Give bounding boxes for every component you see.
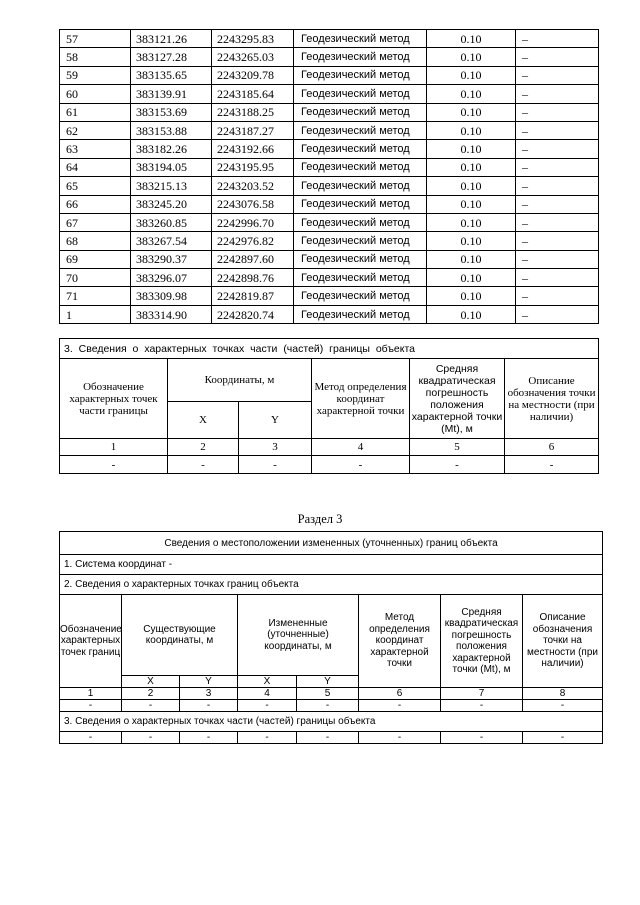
table-row <box>60 103 599 121</box>
table-row <box>60 121 599 139</box>
table-cell: - <box>180 700 238 712</box>
cell-x: 383245.20 <box>131 195 212 213</box>
cell-y: 2242996.70 <box>212 213 294 231</box>
column-number: 1 <box>60 439 168 456</box>
cell-x: 383121.26 <box>131 30 212 48</box>
table-row <box>60 250 599 268</box>
table-row <box>60 140 599 158</box>
cell-n: 68 <box>60 232 131 250</box>
cell-e: 0.10 <box>427 195 516 213</box>
cell-n: 1 <box>60 305 131 323</box>
table-cell: - <box>122 700 180 712</box>
cell-x: 383215.13 <box>131 177 212 195</box>
s3-parts-title: 3. Сведения о характерных точках части (частей) границы объекта <box>60 712 603 732</box>
cell-e: 0.10 <box>427 85 516 103</box>
cell-m: Геодезический метод <box>294 305 427 323</box>
column-number: 6 <box>359 688 441 700</box>
cell-x: 383139.91 <box>131 85 212 103</box>
cell-x: 383267.54 <box>131 232 212 250</box>
column-number: 5 <box>410 439 505 456</box>
table-cell: - <box>410 456 505 474</box>
table-row <box>60 158 599 176</box>
cell-d: – <box>516 30 599 48</box>
cell-y: 2243076.58 <box>212 195 294 213</box>
cell-n: 70 <box>60 269 131 287</box>
column-number: 3 <box>239 439 312 456</box>
table-cell: - <box>60 732 122 744</box>
table-cell: - <box>312 456 410 474</box>
section3-title: Сведения о местоположении измененных (уточненных) границ объекта <box>60 532 603 555</box>
table-row <box>60 305 599 323</box>
column-number: 1 <box>60 688 122 700</box>
table-cell: - <box>359 700 441 712</box>
table-row <box>60 85 599 103</box>
cell-m: Геодезический метод <box>294 213 427 231</box>
table-cell: - <box>122 732 180 744</box>
cell-m: Геодезический метод <box>294 195 427 213</box>
table-row <box>60 269 599 287</box>
column-number: 3 <box>180 688 238 700</box>
s3-existing-y: Y <box>180 676 238 688</box>
cell-n: 64 <box>60 158 131 176</box>
table-cell: - <box>238 700 297 712</box>
cell-d: – <box>516 121 599 139</box>
table-cell: - <box>168 456 239 474</box>
cell-x: 383182.26 <box>131 140 212 158</box>
header-designation: Обозначение характерных точек части границы <box>60 359 168 439</box>
cell-x: 383153.88 <box>131 121 212 139</box>
cell-n: 58 <box>60 48 131 66</box>
s3-changed-x: X <box>238 676 297 688</box>
header-coords: Координаты, м <box>168 359 312 402</box>
cell-m: Геодезический метод <box>294 140 427 158</box>
cell-y: 2243295.83 <box>212 30 294 48</box>
cell-x: 383290.37 <box>131 250 212 268</box>
cell-m: Геодезический метод <box>294 158 427 176</box>
cell-d: – <box>516 250 599 268</box>
column-number: 4 <box>312 439 410 456</box>
table-cell: - <box>238 732 297 744</box>
cell-e: 0.10 <box>427 269 516 287</box>
cell-n: 57 <box>60 30 131 48</box>
s3-existing-x: X <box>122 676 180 688</box>
cell-m: Геодезический метод <box>294 66 427 84</box>
table-row <box>60 213 599 231</box>
cell-d: – <box>516 48 599 66</box>
cell-m: Геодезический метод <box>294 177 427 195</box>
table-row <box>60 177 599 195</box>
cell-x: 383260.85 <box>131 213 212 231</box>
table-row <box>60 30 599 48</box>
column-number: 7 <box>441 688 523 700</box>
cell-n: 69 <box>60 250 131 268</box>
cell-m: Геодезический метод <box>294 232 427 250</box>
cell-d: – <box>516 305 599 323</box>
table-row <box>60 66 599 84</box>
cell-m: Геодезический метод <box>294 269 427 287</box>
column-number: 6 <box>505 439 599 456</box>
column-number: 8 <box>523 688 603 700</box>
cell-e: 0.10 <box>427 48 516 66</box>
points-title: 2. Сведения о характерных точках границ объекта <box>60 575 603 595</box>
cell-y: 2242976.82 <box>212 232 294 250</box>
cell-d: – <box>516 158 599 176</box>
cell-n: 60 <box>60 85 131 103</box>
table-cell: - <box>441 732 523 744</box>
cell-y: 2243203.52 <box>212 177 294 195</box>
cell-e: 0.10 <box>427 158 516 176</box>
cell-d: – <box>516 213 599 231</box>
cell-d: – <box>516 140 599 158</box>
table-cell: - <box>505 456 599 474</box>
header-method: Метод определения координат характерной точки <box>312 359 410 439</box>
cell-x: 383296.07 <box>131 269 212 287</box>
cell-n: 71 <box>60 287 131 305</box>
cell-e: 0.10 <box>427 232 516 250</box>
s3-header-description: Описание обозначения точки на местности (при наличии) <box>523 595 603 688</box>
cell-y: 2243188.25 <box>212 103 294 121</box>
cell-y: 2242898.76 <box>212 269 294 287</box>
cell-y: 2243195.95 <box>212 158 294 176</box>
s3-changed-y: Y <box>297 676 359 688</box>
cell-e: 0.10 <box>427 287 516 305</box>
s3-header-error: Средняя квадратическая погрешность положения характерной точки (Mt), м <box>441 595 523 688</box>
cell-e: 0.10 <box>427 177 516 195</box>
section-heading: Раздел 3 <box>297 512 343 526</box>
cell-e: 0.10 <box>427 121 516 139</box>
table-cell: - <box>359 732 441 744</box>
s3-header-designation: Обозначение характерных точек границ <box>60 595 122 688</box>
cell-n: 66 <box>60 195 131 213</box>
cell-n: 62 <box>60 121 131 139</box>
table-row <box>60 195 599 213</box>
cell-e: 0.10 <box>427 66 516 84</box>
cell-e: 0.10 <box>427 213 516 231</box>
cell-d: – <box>516 177 599 195</box>
cell-e: 0.10 <box>427 140 516 158</box>
cell-y: 2242897.60 <box>212 250 294 268</box>
cell-y: 2243209.78 <box>212 66 294 84</box>
part-points-title: 3. Сведения о характерных точках части (частей) границы объекта <box>60 339 599 359</box>
cell-d: – <box>516 269 599 287</box>
cell-x: 383135.65 <box>131 66 212 84</box>
header-y: Y <box>239 402 312 439</box>
cell-n: 61 <box>60 103 131 121</box>
cell-m: Геодезический метод <box>294 48 427 66</box>
part-points-table <box>59 338 599 474</box>
coord-system: 1. Система координат - <box>60 555 603 575</box>
table-cell: - <box>523 732 603 744</box>
cell-n: 65 <box>60 177 131 195</box>
cell-m: Геодезический метод <box>294 250 427 268</box>
cell-x: 383127.28 <box>131 48 212 66</box>
cell-y: 2242819.87 <box>212 287 294 305</box>
table-row <box>60 287 599 305</box>
column-number: 5 <box>297 688 359 700</box>
cell-m: Геодезический метод <box>294 85 427 103</box>
column-number: 4 <box>238 688 297 700</box>
cell-m: Геодезический метод <box>294 30 427 48</box>
cell-e: 0.10 <box>427 103 516 121</box>
cell-m: Геодезический метод <box>294 287 427 305</box>
table-cell: - <box>180 732 238 744</box>
cell-y: 2243265.03 <box>212 48 294 66</box>
s3-header-existing: Существующие координаты, м <box>122 595 238 676</box>
coordinates-table <box>59 29 599 324</box>
cell-y: 2242820.74 <box>212 305 294 323</box>
cell-x: 383314.90 <box>131 305 212 323</box>
cell-y: 2243187.27 <box>212 121 294 139</box>
header-description: Описание обозначения точки на местности (при наличии) <box>505 359 599 439</box>
header-x: X <box>168 402 239 439</box>
cell-d: – <box>516 85 599 103</box>
cell-m: Геодезический метод <box>294 121 427 139</box>
cell-e: 0.10 <box>427 250 516 268</box>
table-cell: - <box>60 456 168 474</box>
changed-boundaries-table <box>59 531 603 744</box>
s3-header-method: Метод определения координат характерной точки <box>359 595 441 688</box>
table-cell: - <box>297 732 359 744</box>
cell-y: 2243185.64 <box>212 85 294 103</box>
cell-d: – <box>516 66 599 84</box>
table-cell: - <box>239 456 312 474</box>
cell-d: – <box>516 103 599 121</box>
cell-x: 383194.05 <box>131 158 212 176</box>
table-row <box>60 232 599 250</box>
header-error: Средняя квадратическая погрешность положения характерной точки (Mt), м <box>410 359 505 439</box>
cell-x: 383153.69 <box>131 103 212 121</box>
cell-e: 0.10 <box>427 305 516 323</box>
cell-n: 67 <box>60 213 131 231</box>
cell-e: 0.10 <box>427 30 516 48</box>
cell-m: Геодезический метод <box>294 103 427 121</box>
cell-n: 59 <box>60 66 131 84</box>
table-cell: - <box>297 700 359 712</box>
cell-x: 383309.98 <box>131 287 212 305</box>
column-number: 2 <box>122 688 180 700</box>
table-row <box>60 48 599 66</box>
cell-d: – <box>516 232 599 250</box>
table-cell: - <box>441 700 523 712</box>
table-cell: - <box>523 700 603 712</box>
cell-d: – <box>516 195 599 213</box>
cell-n: 63 <box>60 140 131 158</box>
cell-y: 2243192.66 <box>212 140 294 158</box>
s3-header-changed: Измененные (уточненные) координаты, м <box>238 595 359 676</box>
cell-d: – <box>516 287 599 305</box>
column-number: 2 <box>168 439 239 456</box>
table-cell: - <box>60 700 122 712</box>
